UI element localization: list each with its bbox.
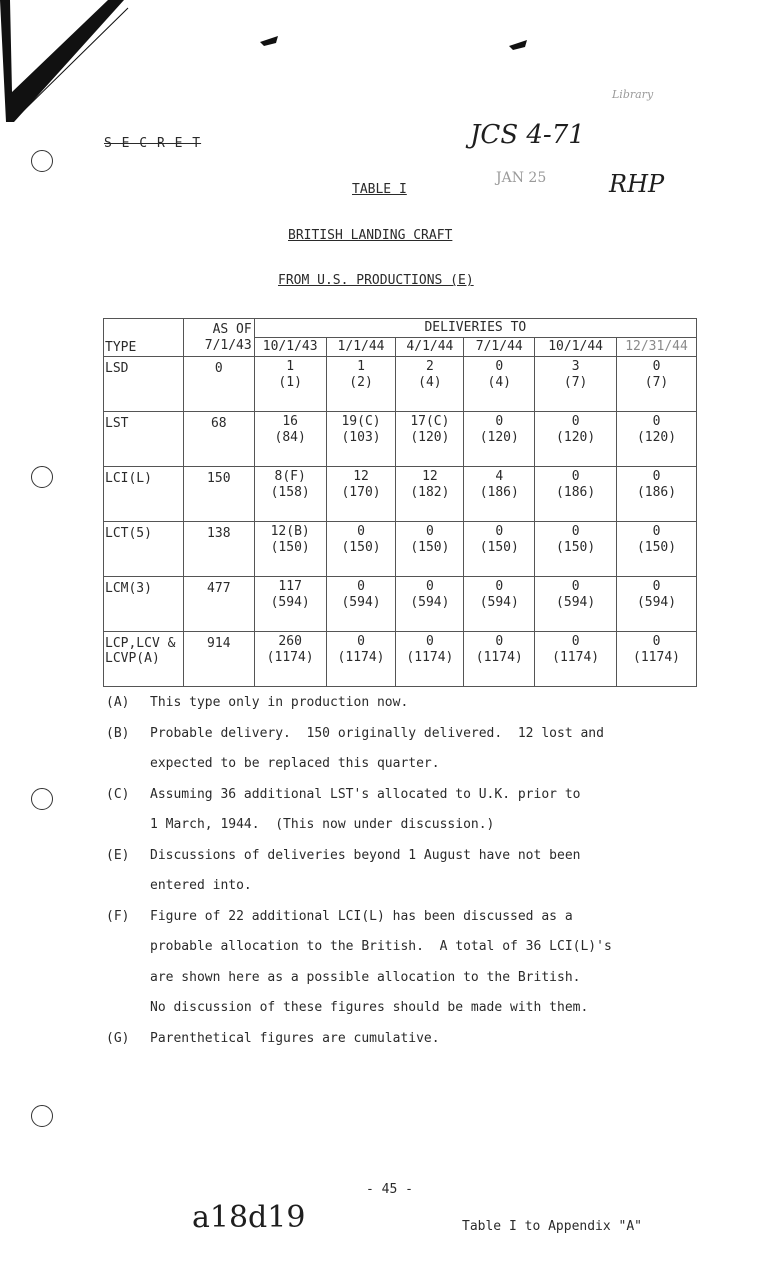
cumulative-total: (150) <box>636 540 677 555</box>
delivery-quantity: 19(C) <box>341 414 381 429</box>
craft-type-label: LCT(5) <box>105 526 152 541</box>
cumulative-total: (1174) <box>337 650 385 665</box>
delivery-quantity: 0 <box>495 414 504 429</box>
footnotes <box>106 688 706 1054</box>
date-column-header: 7/1/44 <box>464 338 535 357</box>
page-number: - 45 - <box>366 1182 413 1197</box>
delivery-cell <box>254 577 326 632</box>
footnote-line: This type only in production now. <box>150 695 409 710</box>
date-column-header: 10/1/44 <box>535 338 617 357</box>
as-of-value-cell: 150 <box>183 467 254 522</box>
footnote-line: Figure of 22 additional LCI(L) has been discussed as a <box>150 908 573 924</box>
footnote-label: (B) <box>106 725 130 741</box>
table-row <box>104 467 697 522</box>
deliveries-header: DELIVERIES TO <box>254 319 696 338</box>
footnote-text <box>150 780 706 841</box>
cumulative-total: (158) <box>270 485 310 500</box>
document-reference: JCS 4-71 <box>470 120 585 150</box>
cumulative-total: (1174) <box>552 650 600 665</box>
delivery-quantity: 0 <box>652 579 661 594</box>
cumulative-total: (594) <box>270 595 310 610</box>
footnote-line: are shown here as a possible allocation to the British. <box>150 969 581 985</box>
date-column-header: 1/1/44 <box>326 338 396 357</box>
table-row <box>104 357 697 412</box>
delivery-cell <box>254 357 326 412</box>
delivery-quantity: 3 <box>571 359 580 374</box>
cumulative-total: (182) <box>410 485 450 500</box>
cumulative-total: (594) <box>556 595 596 610</box>
footnote-label: (F) <box>106 908 130 924</box>
handwritten-file-number: a18d19 <box>192 1200 306 1235</box>
delivery-cell <box>464 467 535 522</box>
footnote-line: Discussions of deliveries beyond 1 August have not been <box>150 847 581 863</box>
hole-punch <box>31 788 53 810</box>
cumulative-total: (150) <box>479 540 519 555</box>
cumulative-total: (150) <box>270 540 310 555</box>
delivery-cell <box>326 412 396 467</box>
delivery-cell <box>396 357 464 412</box>
delivery-quantity: 16 <box>282 414 298 429</box>
table-body <box>104 357 697 687</box>
cumulative-total: (120) <box>479 430 519 445</box>
cumulative-total: (4) <box>487 375 512 390</box>
cumulative-total: (1174) <box>633 650 680 665</box>
cumulative-total: (7) <box>644 375 669 390</box>
cumulative-total: (7) <box>563 375 588 390</box>
delivery-cell <box>535 412 617 467</box>
craft-type-label-line2: LCVP(A) <box>105 651 160 666</box>
delivery-quantity: 0 <box>495 524 504 539</box>
delivery-quantity: 0 <box>357 634 365 649</box>
as-of-value-cell: 138 <box>183 522 254 577</box>
cumulative-total: (594) <box>636 595 677 610</box>
footnote-line: entered into. <box>150 878 252 893</box>
delivery-quantity: 1 <box>357 359 365 374</box>
cumulative-total: (186) <box>636 485 677 500</box>
footnote-label: (E) <box>106 847 130 863</box>
delivery-cell <box>254 632 326 687</box>
delivery-quantity: 1 <box>286 359 295 374</box>
delivery-quantity: 0 <box>495 579 504 594</box>
footnote-line: Probable delivery. 150 originally delivered. 12 lost and <box>150 725 604 741</box>
delivery-cell <box>617 412 697 467</box>
delivery-quantity: 12 <box>353 469 369 484</box>
cumulative-total: (170) <box>341 485 381 500</box>
cumulative-total: (150) <box>410 540 450 555</box>
cumulative-total: (594) <box>341 595 381 610</box>
delivery-quantity: 0 <box>652 359 661 374</box>
delivery-quantity: 12(B) <box>270 524 310 539</box>
table-row <box>104 412 697 467</box>
craft-type-label: LCP,LCV & <box>105 636 176 651</box>
delivery-cell <box>535 467 617 522</box>
craft-type-cell <box>104 577 184 632</box>
delivery-quantity: 0 <box>357 524 365 539</box>
footnote-item <box>106 841 706 902</box>
delivery-cell <box>617 577 697 632</box>
delivery-quantity: 0 <box>571 469 580 484</box>
craft-type-cell <box>104 412 184 467</box>
cumulative-total: (186) <box>479 485 519 500</box>
cumulative-total: (120) <box>556 430 596 445</box>
craft-type-cell <box>104 357 184 412</box>
footnote-line: probable allocation to the British. A total of 36 LCI(L)'s <box>150 939 612 954</box>
footnote-text <box>150 1024 706 1055</box>
cumulative-total: (594) <box>410 595 450 610</box>
craft-type-label: LCM(3) <box>105 581 152 596</box>
date-column-header: 12/31/44 <box>617 338 697 357</box>
delivery-quantity: 8(F) <box>274 469 306 484</box>
delivery-quantity: 0 <box>425 634 434 649</box>
delivery-cell <box>464 357 535 412</box>
table-subtitle-source: FROM U.S. PRODUCTIONS (E) <box>278 273 474 288</box>
footnote-item <box>106 688 706 719</box>
hole-punch <box>31 466 53 488</box>
ink-blot-right <box>507 38 531 52</box>
appendix-caption: Table I to Appendix "A" <box>462 1219 643 1234</box>
as-of-label: AS OF <box>212 321 252 337</box>
column-header-type: TYPE <box>104 319 184 357</box>
delivery-quantity: 0 <box>571 634 580 649</box>
corner-ink-mark <box>0 0 140 130</box>
date-column-header: 10/1/43 <box>254 338 326 357</box>
cumulative-total: (150) <box>341 540 381 555</box>
delivery-cell <box>535 632 617 687</box>
delivery-cell <box>254 522 326 577</box>
footnote-text <box>150 688 706 719</box>
footnote-line: Assuming 36 additional LST's allocated to U.K. prior to <box>150 786 581 802</box>
cumulative-total: (594) <box>479 595 519 610</box>
footnote-line: No discussion of these figures should be made with them. <box>150 1000 589 1015</box>
craft-type-cell <box>104 467 184 522</box>
cumulative-total: (186) <box>556 485 596 500</box>
delivery-cell <box>617 357 697 412</box>
library-stamp: Library <box>612 88 654 101</box>
as-of-value-cell: 914 <box>183 632 254 687</box>
craft-type-label: LCI(L) <box>105 471 152 486</box>
craft-type-cell <box>104 632 184 687</box>
cumulative-total: (4) <box>418 375 442 390</box>
cumulative-total: (1174) <box>266 650 314 665</box>
delivery-cell <box>464 577 535 632</box>
delivery-quantity: 117 <box>278 579 302 594</box>
classification-marking: S E C R E T <box>104 136 202 151</box>
delivery-cell <box>617 467 697 522</box>
landing-craft-table <box>103 318 697 687</box>
delivery-cell <box>617 522 697 577</box>
date-column-header: 4/1/44 <box>396 338 464 357</box>
table-row <box>104 577 697 632</box>
delivery-quantity: 0 <box>357 579 365 594</box>
delivery-cell <box>464 522 535 577</box>
delivery-cell <box>396 522 464 577</box>
footnote-text <box>150 719 706 780</box>
delivery-quantity: 0 <box>495 634 504 649</box>
delivery-quantity: 4 <box>495 469 504 484</box>
footnote-item <box>106 902 706 1024</box>
delivery-quantity: 0 <box>571 414 580 429</box>
delivery-quantity: 0 <box>652 524 661 539</box>
delivery-cell <box>617 632 697 687</box>
delivery-cell <box>535 577 617 632</box>
as-of-date: 7/1/43 <box>204 337 252 353</box>
delivery-quantity: 17(C) <box>410 414 450 429</box>
delivery-cell <box>396 577 464 632</box>
footnote-label: (C) <box>106 786 130 802</box>
delivery-cell <box>396 412 464 467</box>
delivery-cell <box>396 467 464 522</box>
footnote-item <box>106 780 706 841</box>
column-header-as-of <box>183 319 254 357</box>
footnote-label: (A) <box>106 695 130 710</box>
craft-type-label: LST <box>105 416 129 431</box>
delivery-cell <box>535 522 617 577</box>
delivery-quantity: 0 <box>425 579 434 594</box>
delivery-quantity: 0 <box>652 414 661 429</box>
footnote-item <box>106 1024 706 1055</box>
craft-type-label: LSD <box>105 361 129 376</box>
cumulative-total: (2) <box>349 375 373 390</box>
craft-type-cell <box>104 522 184 577</box>
cumulative-total: (120) <box>636 430 677 445</box>
delivery-cell <box>254 467 326 522</box>
footnote-line: 1 March, 1944. (This now under discussion.) <box>150 817 495 832</box>
delivery-quantity: 0 <box>652 469 661 484</box>
footnote-label: (G) <box>106 1030 130 1046</box>
footnote-line: expected to be replaced this quarter. <box>150 756 440 771</box>
handwritten-initials: RHP <box>609 170 665 198</box>
footnote-line: Parenthetical figures are cumulative. <box>150 1030 440 1046</box>
date-stamp: JAN 25 <box>496 170 547 186</box>
delivery-cell <box>254 412 326 467</box>
cumulative-total: (150) <box>556 540 596 555</box>
delivery-quantity: 12 <box>422 469 438 484</box>
cumulative-total: (1174) <box>406 650 454 665</box>
delivery-cell <box>396 632 464 687</box>
delivery-quantity: 0 <box>571 579 580 594</box>
delivery-cell <box>326 467 396 522</box>
table-row <box>104 632 697 687</box>
cumulative-total: (1174) <box>475 650 523 665</box>
table-subtitle: BRITISH LANDING CRAFT <box>288 228 453 243</box>
delivery-quantity: 0 <box>495 359 504 374</box>
table-row <box>104 522 697 577</box>
hole-punch <box>31 1105 53 1127</box>
delivery-cell <box>464 632 535 687</box>
cumulative-total: (1) <box>278 375 302 390</box>
delivery-cell <box>326 357 396 412</box>
cumulative-total: (103) <box>341 430 381 445</box>
delivery-cell <box>326 632 396 687</box>
as-of-value-cell: 68 <box>183 412 254 467</box>
cumulative-total: (120) <box>410 430 450 445</box>
footnote-text <box>150 902 706 1024</box>
as-of-value-cell: 477 <box>183 577 254 632</box>
delivery-quantity: 0 <box>652 634 661 649</box>
delivery-quantity: 0 <box>571 524 580 539</box>
delivery-cell <box>326 522 396 577</box>
footnote-item <box>106 719 706 780</box>
ink-blot-left <box>258 34 282 48</box>
cumulative-total: (84) <box>274 430 306 445</box>
delivery-quantity: 2 <box>425 359 434 374</box>
table-title: TABLE I <box>352 182 407 197</box>
delivery-cell <box>464 412 535 467</box>
footnote-text <box>150 841 706 902</box>
delivery-cell <box>326 577 396 632</box>
delivery-quantity: 260 <box>278 634 302 649</box>
delivery-cell <box>535 357 617 412</box>
delivery-quantity: 0 <box>425 524 434 539</box>
hole-punch <box>31 150 53 172</box>
as-of-value-cell: 0 <box>183 357 254 412</box>
